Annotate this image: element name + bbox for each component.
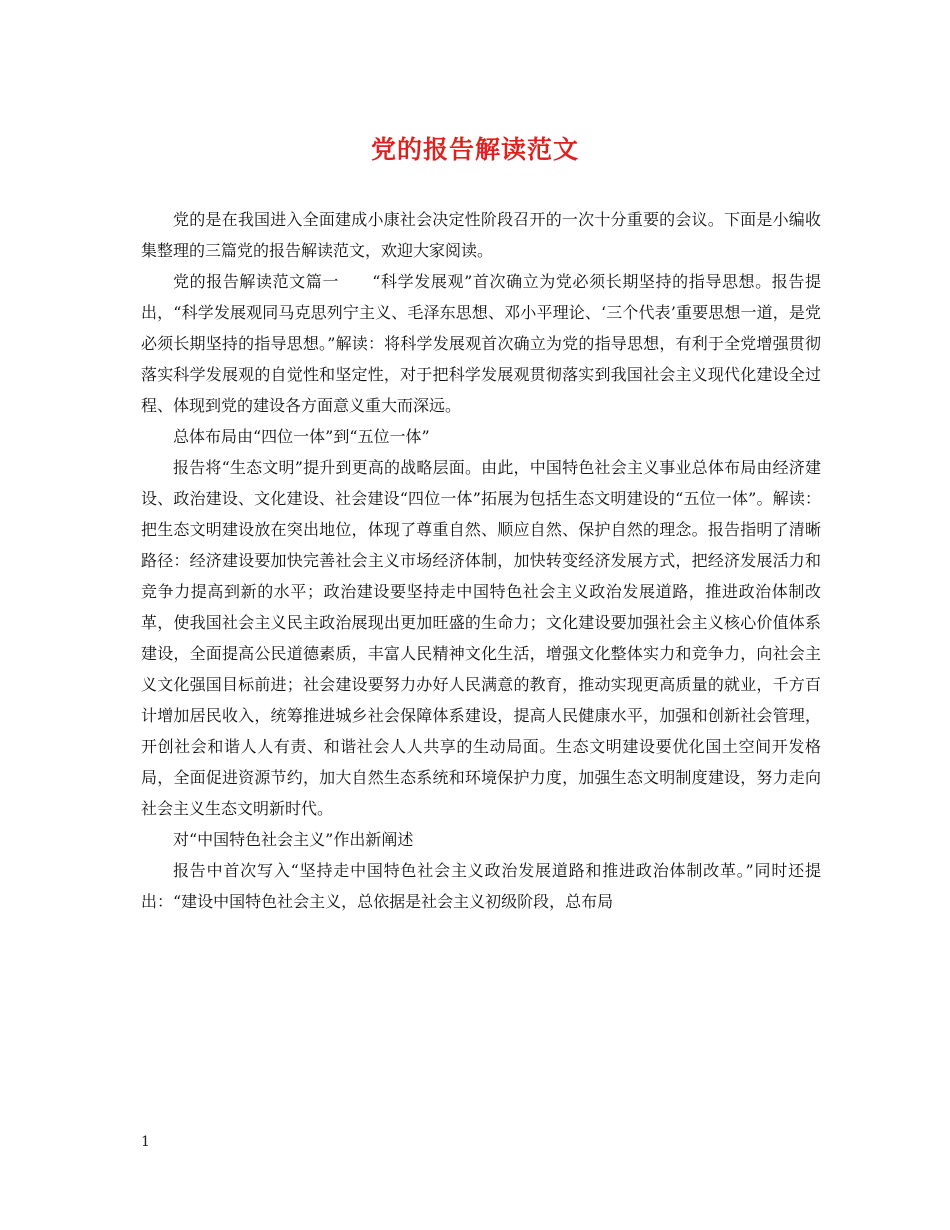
page-number: 1 <box>141 1134 150 1150</box>
paragraph-layout: 报告将“生态文明”提升到更高的战略层面。由此，中国特色社会主义事业总体布局由经济建设、政治建设、文化建设、社会建设“四位一体”拓展为包括生态文明建设的“五位一体”。解读：把生态文明建设放在突出地位，体现了尊重自然、顺应自然、保护自然的理念。报告指明了清晰路径：经济建设要加快完善社会主义市场经济体制，加快转变经济发展方式，把经济发展活力和竞争力提高到新的水平；政治建设要坚持走中国特色社会主义政治发展道路，推进政治体制改革，使我国社会主义民主政治展现出更加旺盛的生命力；文化建设要加强社会主义核心价值体系建设，全面提高公民道德素质，丰富人民精神文化生活，增强文化整体实力和竞争力，向社会主义文化强国目标前进；社会建设要努力办好人民满意的教育，推动实现更高质量的就业，千方百计增加居民收入，统筹推进城乡社会保障体系建设，提高人民健康水平，加强和创新社会管理，开创社会和谐人人有责、和谐社会人人共享的生动局面。生态文明建设要优化国土空间开发格局，全面促进资源节约，加大自然生态系统和环境保护力度，加强生态文明制度建设，努力走向社会主义生态文明新时代。 <box>141 458 821 818</box>
paragraph-part-one: 党的报告解读范文篇一 “科学发展观”首次确立为党必须长期坚持的指导思想。报告提出，“科学发展观同马克思列宁主义、毛泽东思想、邓小平理论、‘三个代表’重要思想一道，是党必须长期坚持的指导思想。”解读：将科学发展观首次确立为党的指导思想，有利于全党增强贯彻落实科学发展观的自觉性和坚定性，对于把科学发展观贯彻落实到我国社会主义现代化建设全过程、体现到党的建设各方面意义重大而深远。 <box>141 272 821 415</box>
paragraph-intro: 党的是在我国进入全面建成小康社会决定性阶段召开的一次十分重要的会议。下面是小编收集整理的三篇党的报告解读范文，欢迎大家阅读。 <box>141 210 821 260</box>
section-heading-layout: 总体布局由“四位一体”到“五位一体” <box>173 427 430 446</box>
document-body <box>141 204 821 917</box>
paragraph-socialism: 报告中首次写入“坚持走中国特色社会主义政治发展道路和推进政治体制改革。”同时还提出：“建设中国特色社会主义，总依据是社会主义初级阶段，总布局 <box>141 861 821 911</box>
document-title: 党的报告解读范文 <box>370 135 579 164</box>
section-heading-socialism: 对“中国特色社会主义”作出新阐述 <box>173 830 414 849</box>
